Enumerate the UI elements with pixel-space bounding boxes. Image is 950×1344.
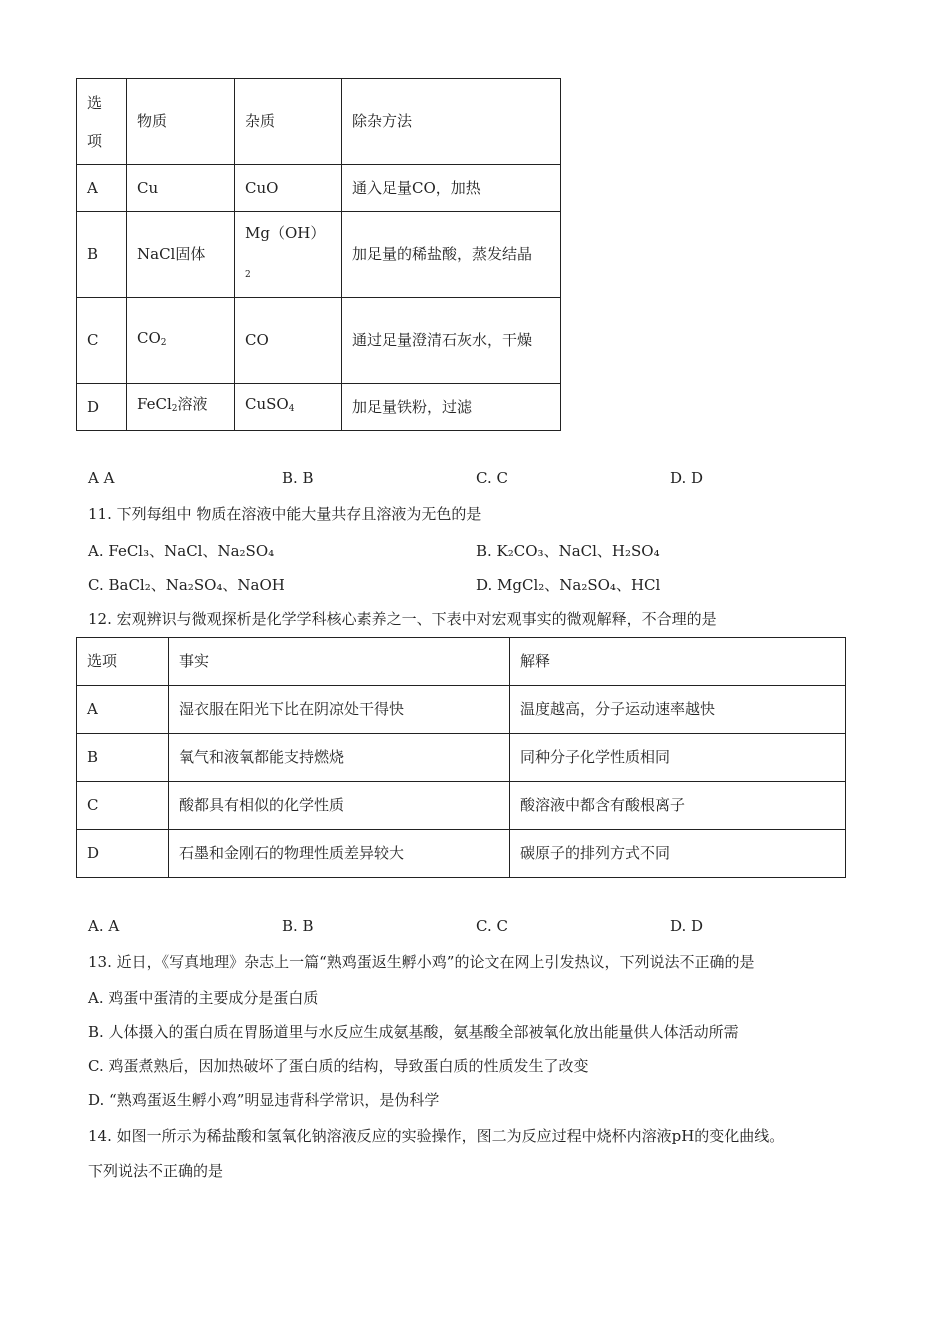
q13-stem: 13. 近日，《写真地理》杂志上一篇“熟鸡蛋返生孵小鸡”的论文在网上引发热议，下列说法不正确的是 xyxy=(88,953,755,971)
option-cell: A xyxy=(77,165,127,212)
impurity-cell: CuO xyxy=(235,165,342,212)
table-row xyxy=(77,830,846,878)
q11-option-d: D. MgCl₂、Na₂SO₄、HCl xyxy=(476,576,661,594)
substance-cell xyxy=(127,298,235,384)
option-cell: D xyxy=(77,830,169,878)
subscript: 2 xyxy=(171,404,178,414)
q11-option-c: C. BaCl₂、Na₂SO₄、NaOH xyxy=(88,576,285,594)
substance-cell xyxy=(127,384,235,431)
impurity-cell xyxy=(235,384,342,431)
table-row xyxy=(77,212,561,298)
q12-stem: 12. 宏观辨识与微观探析是化学学科核心素养之一、下表中对宏观事实的微观解释，不合理的是 xyxy=(88,610,717,628)
q14-stem-line1: 14. 如图一所示为稀盐酸和氢氧化钠溶液反应的实验操作，图二为反应过程中烧杯内溶液pH的变化曲线。 xyxy=(88,1127,785,1145)
header-cell: 杂质 xyxy=(235,79,342,165)
table-header-row xyxy=(77,638,846,686)
impurity-text: Mg（OH） xyxy=(245,224,326,242)
fact-cell: 氧气和液氧都能支持燃烧 xyxy=(169,734,510,782)
substance-text: CO xyxy=(137,328,161,347)
q12-option-d: D. D xyxy=(670,917,704,935)
substance-cell: Cu xyxy=(127,165,235,212)
q12-option-b: B. B xyxy=(282,917,314,935)
q10-option-d: D. D xyxy=(670,469,704,487)
subscript: 2 xyxy=(160,337,167,348)
header-cell: 除杂方法 xyxy=(342,79,561,165)
impurity-removal-table xyxy=(76,78,561,431)
q10-option-b: B. B xyxy=(282,469,314,487)
q10-option-a: A A xyxy=(88,469,115,487)
subscript: 4 xyxy=(288,404,295,414)
explanation-cell: 碳原子的排列方式不同 xyxy=(510,830,846,878)
header-cell: 物质 xyxy=(127,79,235,165)
table-row xyxy=(77,384,561,431)
q11-option-a: A. FeCl₃、NaCl、Na₂SO₄ xyxy=(88,542,275,560)
option-cell: B xyxy=(77,734,169,782)
impurity-text: CuSO xyxy=(245,395,289,413)
method-cell: 加足量的稀盐酸，蒸发结晶 xyxy=(342,212,561,298)
q12-option-c: C. C xyxy=(476,917,508,935)
subscript: 2 xyxy=(245,270,251,280)
method-cell: 通入足量CO，加热 xyxy=(342,165,561,212)
substance-text: FeCl xyxy=(137,395,172,413)
table-row xyxy=(77,165,561,212)
header-text: 选项 xyxy=(87,93,103,150)
table-row xyxy=(77,734,846,782)
explanation-cell: 温度越高，分子运动速率越快 xyxy=(510,686,846,734)
method-cell: 通过足量澄清石灰水，干燥 xyxy=(342,298,561,384)
table-row xyxy=(77,686,846,734)
q13-option-d: D. “熟鸡蛋返生孵小鸡”明显违背科学常识，是伪科学 xyxy=(88,1091,440,1109)
option-cell: A xyxy=(77,686,169,734)
option-cell: B xyxy=(77,212,127,298)
q12-option-a: A. A xyxy=(88,917,120,935)
substance-tail: 溶液 xyxy=(177,395,208,413)
q13-option-b: B. 人体摄入的蛋白质在胃肠道里与水反应生成氨基酸，氨基酸全部被氧化放出能量供人体活动所需 xyxy=(88,1023,739,1041)
header-cell xyxy=(77,79,127,165)
table-row xyxy=(77,782,846,830)
header-cell: 解释 xyxy=(510,638,846,686)
option-cell: C xyxy=(77,782,169,830)
explanation-cell: 同种分子化学性质相同 xyxy=(510,734,846,782)
fact-cell: 石墨和金刚石的物理性质差异较大 xyxy=(169,830,510,878)
header-cell: 事实 xyxy=(169,638,510,686)
method-cell: 加足量铁粉，过滤 xyxy=(342,384,561,431)
explanation-cell: 酸溶液中都含有酸根离子 xyxy=(510,782,846,830)
impurity-cell: CO xyxy=(235,298,342,384)
micro-explanation-table xyxy=(76,637,846,878)
option-cell: D xyxy=(77,384,127,431)
option-cell: C xyxy=(77,298,127,384)
q13-option-a: A. 鸡蛋中蛋清的主要成分是蛋白质 xyxy=(88,989,319,1007)
fact-cell: 湿衣服在阳光下比在阴凉处干得快 xyxy=(169,686,510,734)
substance-cell: NaCl固体 xyxy=(127,212,235,298)
q14-stem-line2: 下列说法不正确的是 xyxy=(88,1162,224,1180)
header-cell: 选项 xyxy=(77,638,169,686)
q13-option-c: C. 鸡蛋煮熟后，因加热破坏了蛋白质的结构，导致蛋白质的性质发生了改变 xyxy=(88,1057,589,1075)
q10-option-c: C. C xyxy=(476,469,508,487)
fact-cell: 酸都具有相似的化学性质 xyxy=(169,782,510,830)
table-row xyxy=(77,298,561,384)
q11-stem: 11. 下列每组中 物质在溶液中能大量共存且溶液为无色的是 xyxy=(88,505,482,523)
table-header-row xyxy=(77,79,561,165)
impurity-cell xyxy=(235,212,342,298)
q11-option-b: B. K₂CO₃、NaCl、H₂SO₄ xyxy=(476,542,660,560)
